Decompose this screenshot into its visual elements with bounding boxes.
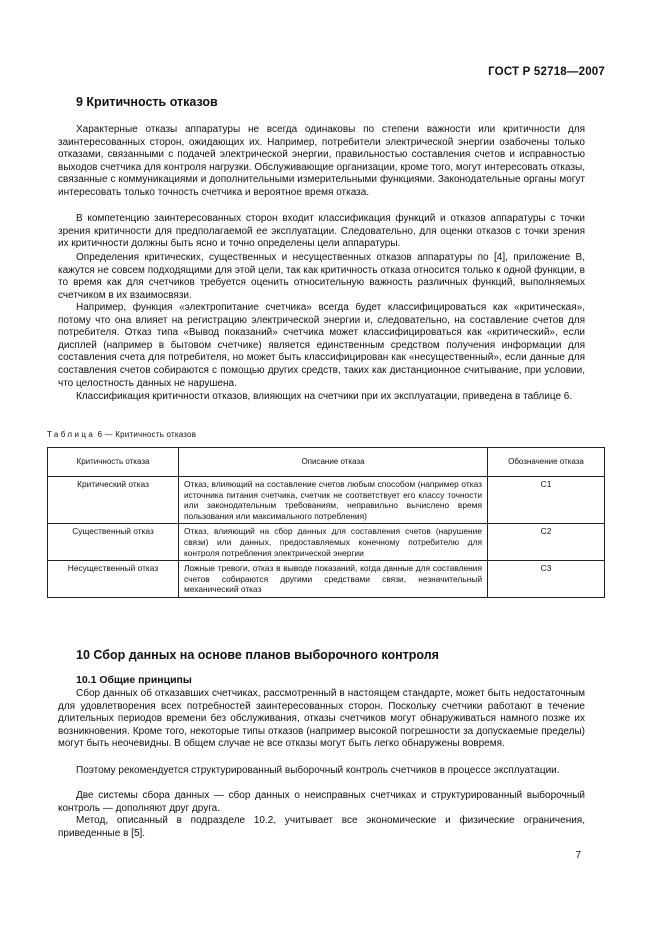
section-9-paragraph-4: Например, функция «электропитание счетчика» всегда будет классифицироваться как «критическая», потому что она влияет на регистрацию электрической энергии и, следовательно, на составление счетов для потребителя. Отказ типа «Вывод показаний» счетчика может классифицироваться как «критический», если дисплей (например в бытовом счетчике) является единственным средством получения информации для составления счета для потребителя, но может быть классифицирован как «несущественный», если данные для составления счетов собираются с помощью других средств, таких как дистанционное считывание, при условии, что целостность данных не нарушена. [58,302,585,389]
row-3-code: C3 [488,561,605,598]
table-caption-word: Таблица [47,430,96,439]
header-code: Обозначение отказа [488,448,605,477]
table-row [48,561,605,598]
table-6-caption [47,430,196,439]
section-9-paragraph-5: Классификация критичности отказов, влияющих на счетчики при их эксплуатации, приведена в таблице 6. [76,391,573,402]
page-number: 7 [575,850,581,861]
row-1-description: Отказ, влияющий на составление счетов любым способом (например отказ источника питания счетчика, счетчик не соответствует его классу точности или законодательным требованиям, неправильно вычислено время пользования или максимального потребления) [179,477,488,524]
row-2-criticality: Существенный отказ [48,524,179,561]
section-10-title: 10 Сбор данных на основе планов выборочного контроля [76,648,439,662]
section-10-paragraph-1: Сбор данных об отказавших счетчиках, рассмотренный в настоящем стандарте, может быть недостаточным для удовлетворения всех потребностей заинтересованных сторон. Поскольку счетчики работают в течение длительных периодов времени без обслуживания, отказы счетчиков могут обнаруживаться намного позже их возникновения. Кроме того, некоторые типы отказов (например высокой погрешности за допускаемые пределы) могут быть неочевидны. В общем случае не все отказы могут быть легко обнаружены вовремя. [58,688,585,750]
section-9-title: 9 Критичность отказов [76,95,218,109]
section-9-paragraph-2: В компетенцию заинтересованных сторон входит классификация функций и отказов аппаратуры с точки зрения критичности для предполагаемой ее эксплуатации. Следовательно, для оценки отказов с точки зрения их критичности должны быть ясно и точно определены цели аппаратуры. [58,213,585,250]
row-2-code: C2 [488,524,605,561]
header-description: Описание отказа [179,448,488,477]
section-10-paragraph-4: Метод, описанный в подразделе 10.2, учитывает все экономические и физические ограничения, приведенные в [5]. [58,815,585,839]
table-row [48,524,605,561]
standard-code: ГОСТ Р 52718—2007 [488,66,605,78]
failure-criticality-table [47,447,605,598]
header-criticality: Критичность отказа [48,448,179,477]
row-3-criticality: Несущественный отказ [48,561,179,598]
row-1-criticality: Критический отказ [48,477,179,524]
row-1-code: C1 [488,477,605,524]
table-header-row [48,448,605,477]
section-10-paragraph-2: Поэтому рекомендуется структурированный выборочный контроль счетчиков в процессе эксплуатации. [76,765,560,776]
section-10-paragraph-3: Две системы сбора данных — сбор данных о неисправных счетчиках и структурированный выборочный контроль — дополняют друг друга. [58,790,585,814]
table-caption-rest: 6 — Критичность отказов [95,430,197,439]
row-3-description: Ложные тревоги, отказ в выводе показаний, когда данные для составления счетов собираются другими средствами связи, незначительный механический отказ [179,561,488,598]
row-2-description: Отказ, влияющий на сбор данных для составления счетов (нарушение связи) или данных, предоставляемых конечному потребителю для контроля потребления электрической энергии [179,524,488,561]
section-9-paragraph-3: Определения критических, существенных и несущественных отказов аппаратуры по [4], приложение В, кажутся не совсем подходящими для этой цели, так как критичность отказа относится только к одной функции, в то время как для счетчиков требуется оценить относительную важность различных функций, выполняемых счетчиком в их взаимосвязи. [58,252,585,301]
table-row [48,477,605,524]
section-9-paragraph-1: Характерные отказы аппаратуры не всегда одинаковы по степени важности или критичности для заинтересованных сторон, ожидающих их. Например, потребители электрической энергии озабочены только отказами, связанными с подачей электрической энергии, правильностью составления счетов и исправностью выходов счетчика для контроля нагрузки. Обслуживающие организации, кроме того, могут интересовать отказы, связанные с коммуникациями и дополнительными измерительными функциями. Законодательные органы могут интересовать только точность счетчика и вероятное время отказа. [58,124,585,198]
subsection-10-1-title: 10.1 Общие принципы [76,674,192,686]
